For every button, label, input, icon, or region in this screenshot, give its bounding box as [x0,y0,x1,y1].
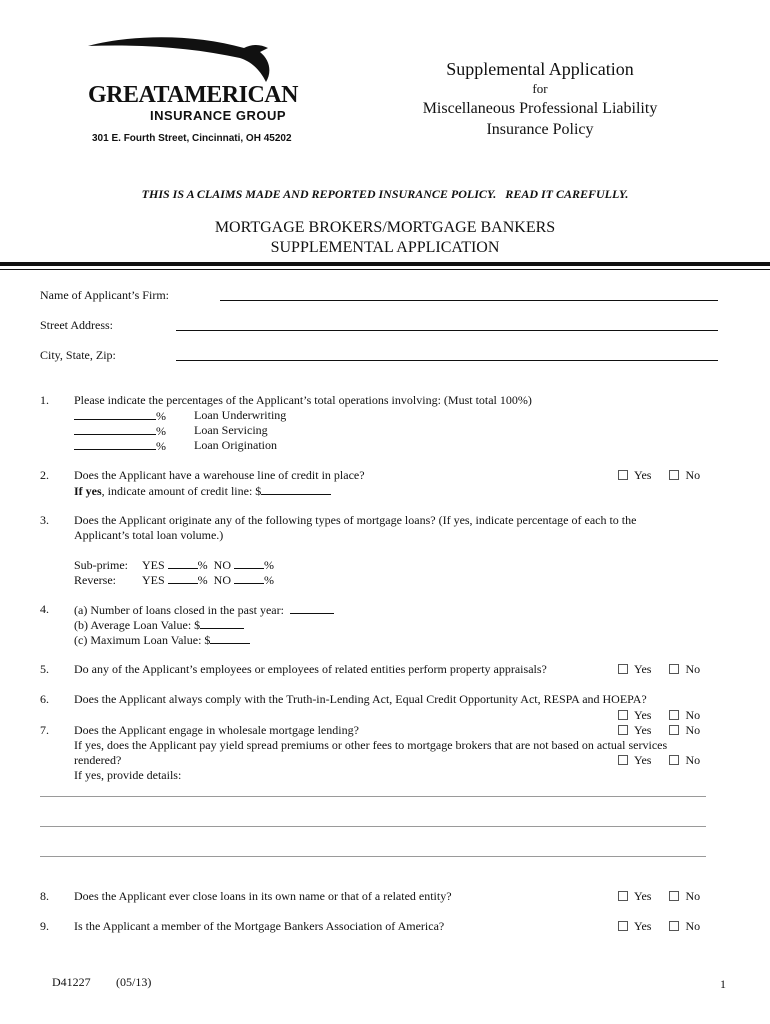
no-label: No [685,468,701,482]
q1-number: 1. [40,393,49,407]
q6-number: 6. [40,692,49,706]
no-label: No [685,662,701,676]
q2-yes-checkbox[interactable] [618,470,628,480]
q3-text1: Does the Applicant originate any of the following types of mortgage loans? (If yes, indicate percentage of each to the [74,513,637,527]
q7-sub1: If yes, does the Applicant pay yield spread premiums or other fees to mortgage brokers that are not based on actual services [74,738,668,752]
q2-subtext [74,483,331,499]
q2-credit-line-field[interactable] [261,483,331,495]
q8-no-checkbox[interactable] [669,891,679,901]
q8-number: 8. [40,889,49,903]
eagle-swoosh-icon [84,30,284,90]
q5-text: Do any of the Applicant’s employees or employees of related entities perform property appraisals? [74,662,547,676]
title-line1: Supplemental Application [446,59,634,79]
q6-yes-checkbox[interactable] [618,710,628,720]
q4-b-row [74,617,244,633]
q8-yes-checkbox[interactable] [618,891,628,901]
q2-number: 2. [40,468,49,482]
q1-servicing-label: Loan Servicing [194,423,268,437]
yes-label: Yes [634,889,652,903]
q7-no-checkbox[interactable] [669,725,679,735]
q6-no-checkbox[interactable] [669,710,679,720]
city-state-zip-label: City, State, Zip: [40,348,116,362]
q4-a-row [74,602,334,618]
q4-a-label: (a) Number of loans closed in the past year: [74,603,284,617]
q5-yes-no [618,662,700,677]
no-label: No [685,723,701,737]
firm-name-label: Name of Applicant’s Firm: [40,288,169,302]
q7-details-line-2[interactable] [40,826,706,827]
form-title [0,218,770,258]
yes-label: Yes [634,723,652,737]
q2-text: Does the Applicant have a warehouse line of credit in place? [74,468,365,482]
q3-reverse-row: Reverse: YES % NO % [74,573,275,587]
q2-no-checkbox[interactable] [669,470,679,480]
q7-sub-yes-no [618,753,700,768]
q6-text: Does the Applicant always comply with the Truth-in-Lending Act, Equal Credit Opportunity Act, RESPA and HOEPA? [74,692,647,706]
claims-made-notice: THIS IS A CLAIMS MADE AND REPORTED INSURANCE POLICY. READ IT CAREFULLY. [141,187,629,201]
q5-number: 5. [40,662,49,676]
q8-yes-no [618,889,700,904]
q7-details-line-1[interactable] [40,796,706,797]
q3-no-label: NO [213,558,232,572]
q9-yes-no [618,919,700,934]
q9-no-checkbox[interactable] [669,921,679,931]
q7-yes-checkbox[interactable] [618,725,628,735]
yes-label: Yes [634,708,652,722]
title-line4: Insurance Policy [486,121,594,138]
q9-number: 9. [40,919,49,933]
q8-text: Does the Applicant ever close loans in its own name or that of a related entity? [74,889,452,903]
q3-text2: Applicant’s total loan volume.) [74,528,224,542]
q3-yes-label: YES [142,573,165,587]
q7-sub3: If yes, provide details: [74,768,182,782]
percent-sign: % [156,424,166,438]
street-address-field[interactable] [176,330,718,331]
form-title-line2: SUPPLEMENTAL APPLICATION [270,239,500,256]
yes-label: Yes [634,919,652,933]
q7-number: 7. [40,723,49,737]
q7-details-line-3[interactable] [40,856,706,857]
yes-label: Yes [634,468,652,482]
form-date: (05/13) [116,975,152,989]
q7-sub2: rendered? [74,753,122,767]
percent-sign: % [156,409,166,423]
company-address: 301 E. Fourth Street, Cincinnati, OH 45202 [92,133,292,144]
q2-if-yes: If yes [74,484,102,498]
q3-reverse-yes-field[interactable] [168,572,198,584]
title-rule-thin [0,269,770,270]
q3-subprime-row: Sub-prime: YES % NO % [74,558,275,572]
q1-row-servicing [74,423,166,439]
q6-yes-no [618,708,700,723]
logo-subtitle: INSURANCE GROUP [150,108,287,123]
q9-text: Is the Applicant a member of the Mortgage Bankers Association of America? [74,919,445,933]
q1-text: Please indicate the percentages of the Applicant’s total operations involving: (Must total 100%) [74,393,532,407]
q1-servicing-field[interactable] [74,423,156,435]
title-rule-thick [0,262,770,266]
percent-sign: % [156,439,166,453]
yes-label: Yes [634,662,652,676]
q4-loans-closed-field[interactable] [290,602,334,614]
q3-subprime-no-field[interactable] [234,557,264,569]
q3-no-label: NO [213,573,232,587]
q7-sub-yes-checkbox[interactable] [618,755,628,765]
no-label: No [685,919,701,933]
yes-label: Yes [634,753,652,767]
title-line2: for [532,81,548,96]
q4-maximum-value-field[interactable] [210,632,250,644]
q1-underwriting-label: Loan Underwriting [194,408,287,422]
q5-no-checkbox[interactable] [669,664,679,674]
q2-yes-no [618,468,700,483]
q2-credit-line-label: , indicate amount of credit line: $ [101,484,262,498]
q3-reverse-label: Reverse: [74,573,116,587]
q3-subprime-label: Sub-prime: [74,558,128,572]
page-number: 1 [720,977,726,991]
q1-row-origination [74,438,166,454]
q1-origination-field[interactable] [74,438,156,450]
q9-yes-checkbox[interactable] [618,921,628,931]
q4-average-value-field[interactable] [200,617,244,629]
q7-text: Does the Applicant engage in wholesale mortgage lending? [74,723,359,737]
application-title [400,58,680,140]
q1-row-underwriting [74,408,166,424]
form-number: D41227 [52,975,91,989]
q3-reverse-no-field[interactable] [234,572,264,584]
street-address-label: Street Address: [40,318,113,332]
q7-yes-no [618,723,700,738]
no-label: No [685,889,701,903]
q4-c-row [74,632,250,648]
q7-sub-no-checkbox[interactable] [669,755,679,765]
q5-yes-checkbox[interactable] [618,664,628,674]
logo [84,30,304,123]
q4-number: 4. [40,602,49,616]
q1-origination-label: Loan Origination [194,438,277,452]
q3-yes-label: YES [142,558,165,572]
title-line3: Miscellaneous Professional Liability [422,100,658,117]
q1-underwriting-field[interactable] [74,408,156,420]
firm-name-field[interactable] [220,300,718,301]
logo-wordmark: GREATAMERICAN [88,82,298,108]
q3-subprime-yes-field[interactable] [168,557,198,569]
q4-c-label: (c) Maximum Loan Value: $ [74,633,211,647]
city-state-zip-field[interactable] [176,360,718,361]
no-label: No [685,753,701,767]
q4-b-label: (b) Average Loan Value: $ [74,618,201,632]
form-title-line1: MORTGAGE BROKERS/MORTGAGE BANKERS [214,219,556,236]
no-label: No [685,708,701,722]
q3-number: 3. [40,513,49,527]
